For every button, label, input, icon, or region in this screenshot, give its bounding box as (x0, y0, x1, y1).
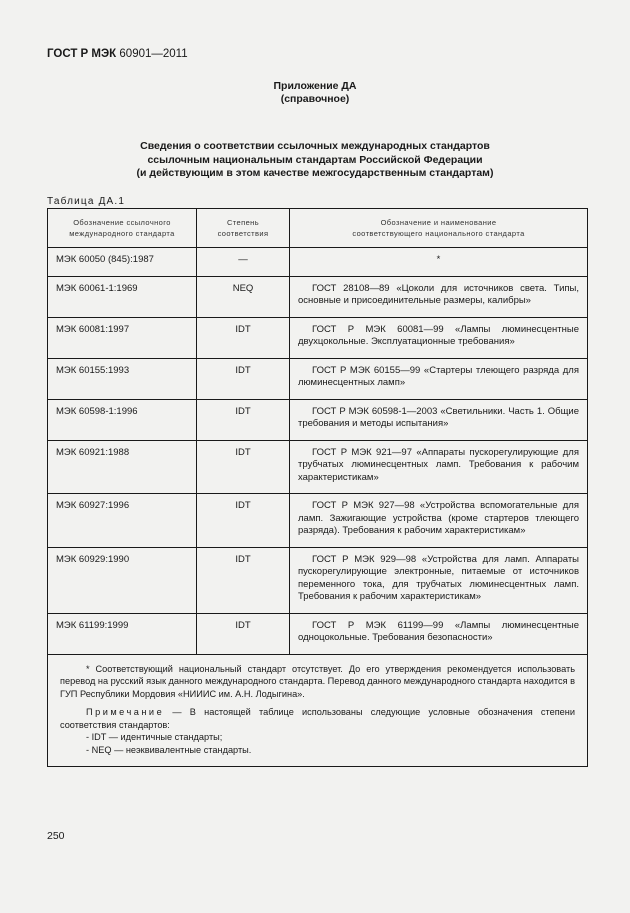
legend-item: - IDT — идентичные стандарты; (86, 732, 223, 742)
cell-national: ГОСТ Р МЭК 921—97 «Аппараты пускорегулирующие для трубчатых люминесцентных ламп. Требования к рабочим характеристикам» (290, 440, 588, 494)
cell-degree: IDT (197, 613, 290, 654)
cell-national: * (290, 248, 588, 277)
footnote: * Соответствующий национальный стандарт отсутствует. До его утверждения рекомендуется использовать перевод на русский язык данного международного стандарта. Перевод данного международного стандарта находится в ГУП Республики Мордовия «НИИИС им. А.Н. Лодыгина». (60, 663, 575, 699)
cell-reference: МЭК 60061-1:1969 (48, 276, 197, 317)
section-title-line: Сведения о соответствии ссылочных международных стандартов (140, 140, 490, 152)
cell-degree: — (197, 248, 290, 277)
cell-national: ГОСТ Р МЭК 60155—99 «Стартеры тлеющего разряда для люминесцентных ламп» (290, 358, 588, 399)
cell-degree: IDT (197, 547, 290, 613)
note (60, 706, 575, 731)
table-row (48, 248, 588, 277)
table-row (48, 276, 588, 317)
note-text: — В настоящей таблице использованы следующие условные обозначения степени соответствия стандартов: (60, 707, 575, 730)
column-header-reference: Обозначение ссылочного международного стандарта (48, 209, 197, 248)
cell-degree: IDT (197, 358, 290, 399)
cell-reference: МЭК 60929:1990 (48, 547, 197, 613)
column-header-degree: Степень соответствия (197, 209, 290, 248)
cell-reference: МЭК 60050 (845):1987 (48, 248, 197, 277)
note-label: Примечание (86, 707, 165, 717)
cell-national: ГОСТ 28108—89 «Цоколи для источников света. Типы, основные и присоединительные размеры, калибры» (290, 276, 588, 317)
table-notes (48, 654, 588, 767)
page-number: 250 (47, 830, 65, 842)
section-title (80, 140, 550, 181)
table-row (48, 613, 588, 654)
table-label: Таблица ДА.1 (47, 196, 126, 207)
section-title-line: (и действующим в этом качестве межгосударственным стандартам) (136, 167, 494, 179)
appendix-subtitle: (справочное) (280, 93, 350, 105)
cell-reference: МЭК 60921:1988 (48, 440, 197, 494)
table-row (48, 317, 588, 358)
table-row (48, 358, 588, 399)
cell-degree: IDT (197, 494, 290, 548)
cell-national: ГОСТ Р МЭК 927—98 «Устройства вспомогательные для ламп. Зажигающие устройства (кроме стартеров тлеющего разряда). Требования к рабочим характеристикам» (290, 494, 588, 548)
table-row (48, 399, 588, 440)
cell-degree: NEQ (197, 276, 290, 317)
cell-degree: IDT (197, 399, 290, 440)
cell-reference: МЭК 60598-1:1996 (48, 399, 197, 440)
table-row (48, 547, 588, 613)
standards-table (47, 208, 588, 767)
table-row (48, 440, 588, 494)
legend-item: - NEQ — неэквивалентные стандарты. (86, 744, 252, 755)
cell-reference: МЭК 60155:1993 (48, 358, 197, 399)
cell-degree: IDT (197, 317, 290, 358)
cell-reference: МЭК 60927:1996 (48, 494, 197, 548)
header-number: 60901—2011 (119, 48, 188, 60)
cell-national: ГОСТ Р МЭК 61199—99 «Лампы люминесцентные одноцокольные. Требования безопасности» (290, 613, 588, 654)
header-prefix: ГОСТ Р МЭК (47, 48, 117, 60)
cell-reference: МЭК 60081:1997 (48, 317, 197, 358)
appendix-title: Приложение ДА (273, 80, 357, 92)
table-header-row (48, 209, 588, 248)
cell-reference: МЭК 61199:1999 (48, 613, 197, 654)
section-title-line: ссылочным национальным стандартам Российской Федерации (147, 153, 483, 166)
table-row (48, 494, 588, 548)
cell-national: ГОСТ Р МЭК 60081—99 «Лампы люминесцентные двухцокольные. Эксплуатационные требования» (290, 317, 588, 358)
cell-national: ГОСТ Р МЭК 929—98 «Устройства для ламп. Аппараты пускорегулирующие электронные, питаемые от источников переменного тока, для трубчатых люминесцентных ламп. Требования к рабочим характеристикам» (290, 547, 588, 613)
column-header-national: Обозначение и наименование соответствующего национального стандарта (290, 209, 588, 248)
cell-degree: IDT (197, 440, 290, 494)
document-header (47, 48, 188, 60)
cell-national: ГОСТ Р МЭК 60598-1—2003 «Светильники. Часть 1. Общие требования и методы испытания» (290, 399, 588, 440)
table-notes-row (48, 654, 588, 767)
